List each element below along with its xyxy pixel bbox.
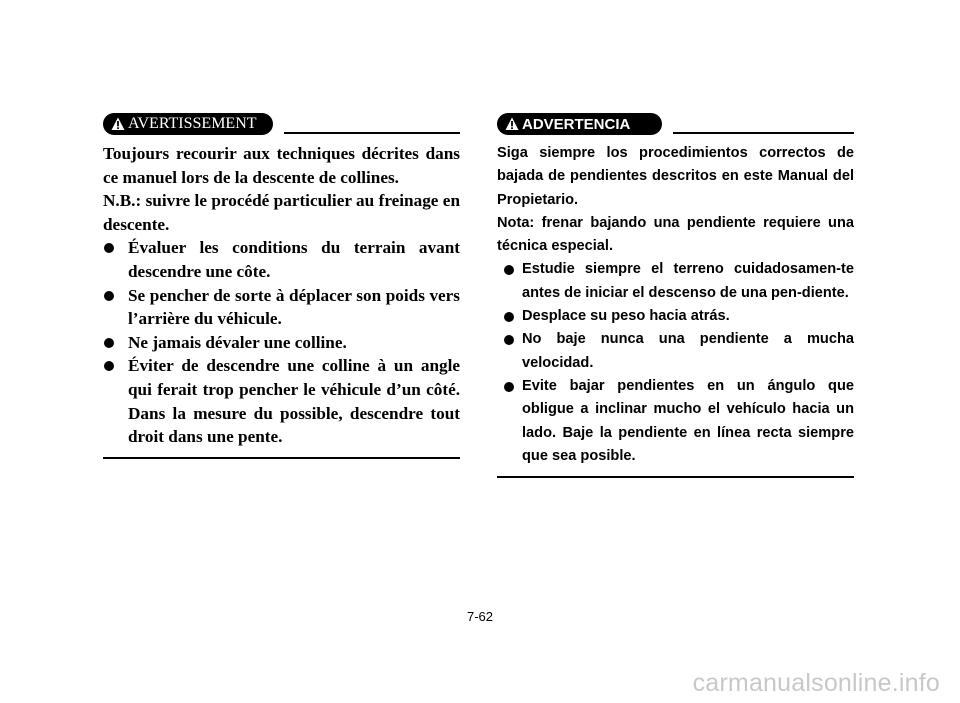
bullet-dot-icon: [104, 291, 114, 301]
bottom-rule: [497, 476, 854, 478]
warning-triangle-icon: [111, 117, 125, 131]
list-item-text: Estudie siempre el terreno cuidadosamen-te antes de iniciar el descenso de una pen-diente.: [522, 261, 854, 301]
warning-section-french: [103, 112, 460, 459]
list-item-text: Ne jamais dévaler une colline.: [128, 332, 347, 352]
list-item: [497, 305, 854, 328]
warning-triangle-icon: [505, 117, 519, 131]
bullet-dot-icon: [504, 265, 514, 275]
intro-paragraph: Siga siempre los procedimientos correctos de bajada de pendientes descritos en este Manual del Propietario.: [497, 145, 854, 208]
list-item-text: Se pencher de sorte à déplacer son poids vers l’arrière du véhicule.: [128, 285, 460, 329]
warning-section-spanish: [497, 112, 854, 478]
warning-badge: [497, 113, 662, 135]
bullet-list: [103, 236, 460, 448]
warning-body: [103, 142, 460, 449]
list-item-text: Evite bajar pendientes en un ángulo que obligue a inclinar mucho el vehículo hacia un lado. Baje la pendiente en línea recta siempre que sea posible.: [522, 377, 854, 464]
header-rule: [673, 132, 854, 134]
warning-badge: [103, 113, 273, 135]
list-item-text: Desplace su peso hacia atrás.: [522, 308, 730, 325]
warning-badge-label: AVERTISSEMENT: [128, 115, 257, 132]
bullet-dot-icon: [104, 243, 114, 253]
warning-header: [497, 112, 854, 136]
list-item: [103, 284, 460, 331]
bullet-dot-icon: [104, 338, 114, 348]
watermark: carmanualsonline.info: [692, 669, 940, 697]
list-item-text: Évaluer les conditions du terrain avant descendre une côte.: [128, 238, 460, 281]
bullet-dot-icon: [504, 312, 514, 322]
note-paragraph: Nota: frenar bajando una pendiente requiere una técnica especial.: [497, 214, 854, 255]
list-item: [497, 258, 854, 305]
list-item: [103, 331, 460, 355]
bottom-rule: [103, 457, 460, 459]
list-item: [497, 375, 854, 468]
list-item: [497, 328, 854, 375]
warning-header: [103, 112, 460, 136]
list-item: [103, 354, 460, 448]
warning-body: [497, 142, 854, 468]
page-number: 7-62: [466, 609, 494, 624]
bullet-list: [497, 258, 854, 468]
list-item: [103, 236, 460, 283]
list-item-text: Éviter de descendre une colline à un angle qui ferait trop pencher le véhicule d’un côté. Dans la mesure du possible, descendre tout droit dans une pente.: [128, 356, 460, 447]
warning-badge-label: ADVERTENCIA: [522, 115, 631, 133]
note-paragraph: N.B.: suivre le procédé particulier au freinage en descente.: [103, 191, 460, 234]
bullet-dot-icon: [504, 382, 514, 392]
bullet-dot-icon: [104, 361, 114, 371]
intro-paragraph: Toujours recourir aux techniques décrites dans ce manuel lors de la descente de collines.: [103, 144, 460, 187]
bullet-dot-icon: [504, 335, 514, 345]
header-rule: [284, 132, 460, 134]
list-item-text: No baje nunca una pendiente a mucha velocidad.: [522, 331, 854, 371]
